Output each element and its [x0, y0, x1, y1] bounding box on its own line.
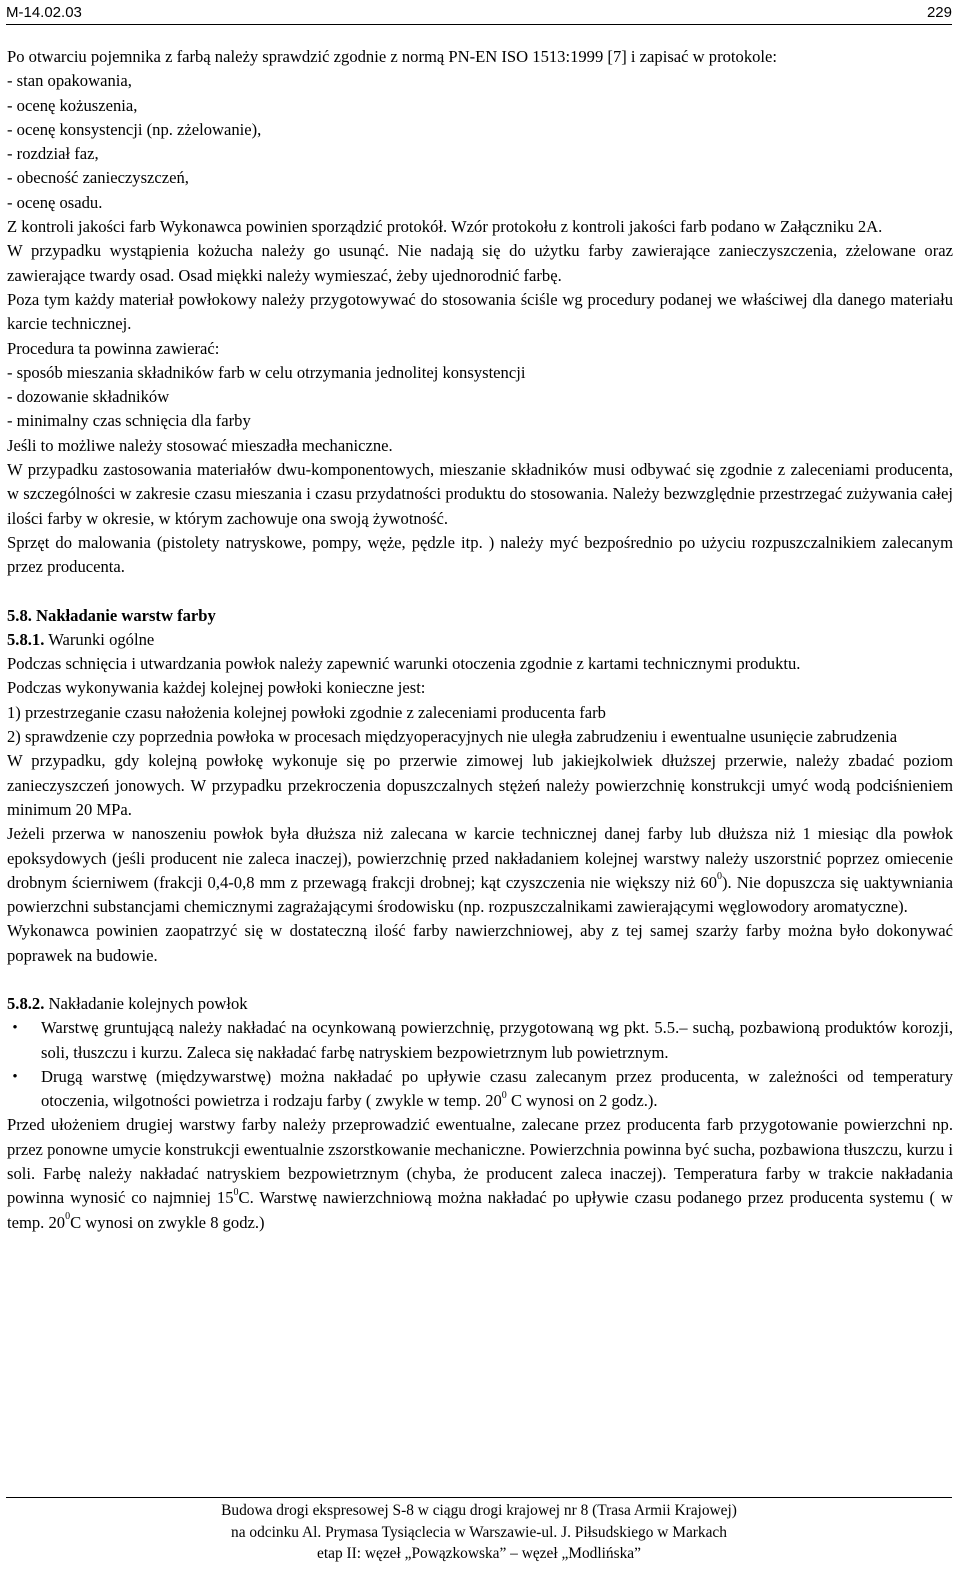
superscript: 0 — [717, 871, 723, 883]
footer-line: etap II: węzeł „Powązkowska” – węzeł „Modlińska” — [317, 1545, 641, 1562]
subsection-title: Warunki ogólne — [44, 629, 155, 649]
spacer — [7, 968, 953, 992]
superscript: 0 — [65, 1211, 71, 1223]
subsection-number: 5.8.2. — [7, 993, 45, 1013]
paragraph: Wykonawca powinien zaopatrzyć się w dostateczną ilość farby nawierzchniowej, aby z tej samej szarży farby można było dokonywać poprawek na budowie. — [7, 921, 953, 965]
paragraph: W przypadku wystąpienia kożucha należy go usunąć. Nie nadają się do użytku farby zawierające zanieczyszczenia, zżelowane oraz zawierające twardy osad. Osad miękki należy wymieszać, żeby ujednorodnić farbę. — [7, 241, 953, 285]
paragraph: W przypadku zastosowania materiałów dwu-komponentowych, mieszanie składników musi odbywać się zgodnie z zaleceniami producenta, w szczególności w zakresie czasu mieszania i czasu przydatności produktu do stosowania. Należy bezwzględnie przestrzegać zużywania całej ilości farby w okresie, w którym zachowuje ona swoją żywotność. — [7, 460, 953, 528]
text-run: C wynosi on 2 godz.). — [506, 1091, 658, 1111]
subsection-number: 5.8.1. — [7, 629, 45, 649]
list-item: - obecność zanieczyszczeń, — [7, 168, 189, 188]
paragraph: Po otwarciu pojemnika z farbą należy sprawdzić zgodnie z normą PN-EN ISO 1513:1999 [7] i zapisać w protokole: — [7, 47, 777, 66]
bullet-item — [7, 1065, 953, 1114]
text-run: Przed ułożeniem drugiej warstwy farby należy przeprowadzić ewentualne, zalecane przez producenta farb przygotowanie powierzchni np. przez ponowne umycie konstrukcji ewentualnie zszorstkowanie mechaniczne. Powierzchnia powinna być sucha, pozbawiona tłuszczu, kurzu i soli. Farbę należy nakładać natryskiem bezpowietrznym (chyba, że producent zaleca inaczej). Temperatura farby w trakcie nakładania powinna wynosić co najmniej 15 — [7, 1115, 953, 1208]
text-run: C wynosi on zwykle 8 godz.) — [70, 1212, 265, 1232]
subsection-heading-5-8-2 — [7, 992, 953, 1016]
bullet-item — [7, 1016, 953, 1065]
subsection-title: Nakładanie kolejnych powłok — [44, 993, 248, 1013]
paragraph: 1) przestrzeganie czasu nałożenia kolejnej powłoki zgodnie z zaleceniami producenta farb — [7, 702, 606, 722]
paragraph: Sprzęt do malowania (pistolety natryskowe, pompy, węże, pędzle itp. ) należy myć bezpośrednio po użyciu rozpuszczalnikiem zalecanym przez producenta. — [7, 532, 953, 577]
list-item: - ocenę kożuszenia, — [7, 95, 138, 115]
spacer — [7, 580, 953, 604]
list-item: - dozowanie składników — [7, 387, 170, 407]
bullet-text: Warstwę gruntującą należy nakładać na ocynkowaną powierzchnię, przygotowaną wg pkt. 5.5.– suchą, pozbawioną produktów korozji, soli, tłuszczu i kurzu. Zaleca się nakładać farbę natryskiem bezpowietrznym lub powietrznym. — [41, 1018, 953, 1062]
spec-code: M-14.02.03 — [6, 4, 82, 21]
list-item: - rozdział faz, — [7, 144, 99, 164]
paragraph: 2) sprawdzenie czy poprzednia powłoka w procesach międzyoperacyjnych nie uległa zabrudzeniu i ewentualne usunięcie zabrudzenia — [7, 727, 898, 747]
footer-line: na odcinku Al. Prymasa Tysiąclecia w Warszawie-ul. J. Piłsudskiego w Markach — [231, 1523, 727, 1541]
bullet-icon: • — [12, 1068, 18, 1085]
list-item: - stan opakowania, — [7, 71, 132, 91]
page-header — [6, 4, 952, 25]
paragraph: Podczas wykonywania każdej kolejnej powłoki konieczne jest: — [7, 678, 426, 698]
list-item: - ocenę osadu. — [7, 192, 103, 212]
superscript: 0 — [233, 1186, 239, 1198]
paragraph — [7, 1113, 953, 1234]
paragraph: W przypadku, gdy kolejną powłokę wykonuje się po przerwie zimowej lub jakiejkolwiek dłuższej przerwie, należy zbadać poziom zanieczyszczeń jonowych. W przypadku przekroczenia dopuszczalnych stężeń należy powierzchnię konstrukcji umyć wodą podciśnieniem minimum 20 MPa. — [7, 751, 953, 819]
bullet-icon: • — [12, 1020, 18, 1037]
paragraph: Podczas schnięcia i utwardzania powłok należy zapewnić warunki otoczenia zgodnie z kartami technicznymi produktu. — [7, 654, 801, 674]
text-run: ). Nie dopuszcza się uaktywniania powierzchni substancjami chemicznymi zagrażającymi środowisku (np. rozpuszczalnikami zawierającymi węglowodory aromatyczne). — [7, 872, 953, 917]
list-item: - minimalny czas schnięcia dla farby — [7, 411, 251, 431]
text-run: Drugą warstwę (międzywarstwę) można nakładać po upływie czasu zalecanym przez producenta, w zależności od temperatury otoczenia, wilgotności powietrza i rodzaju farby ( zwykle w temp. 20 — [41, 1066, 953, 1111]
document-body — [7, 45, 953, 1235]
paragraph: Poza tym każdy materiał powłokowy należy przygotowywać do stosowania ściśle wg procedury podanej we właściwej dla danego materiału karcie technicznej. — [7, 289, 953, 334]
page-footer — [6, 1497, 952, 1565]
footer-line: Budowa drogi ekspresowej S-8 w ciągu drogi krajowej nr 8 (Trasa Armii Krajowej) — [221, 1502, 737, 1519]
paragraph — [7, 822, 953, 919]
text-run: Jeżeli przerwa w nanoszeniu powłok była dłuższa niż zalecana w karcie technicznej danej farby lub dłuższa niż 1 miesiąc dla powłok epoksydowych (jeśli producent nie zaleca inaczej), powierzchnię przed nakładaniem kolejnej warstwy należy uszorstnić poprzez omiecenie drobnym ścierniwem (frakcji 0,4-0,8 mm z przewagą frakcji drobnej; kąt czyszczenia nie większy niż 60 — [7, 824, 953, 892]
text-run: C. Warstwę nawierzchniową można nakładać po upływie czasu podanego przez producenta systemu ( w temp. 20 — [7, 1188, 953, 1232]
paragraph: Jeśli to możliwe należy stosować mieszadła mechaniczne. — [7, 435, 393, 455]
paragraph: Z kontroli jakości farb Wykonawca powinien sporządzić protokół. Wzór protokołu z kontroli jakości farb podano w Załączniku 2A. — [7, 217, 883, 237]
section-heading-5-8: 5.8. Nakładanie warstw farby — [7, 605, 216, 625]
list-item: - sposób mieszania składników farb w celu otrzymania jednolitej konsystencji — [7, 362, 526, 382]
paragraph: Procedura ta powinna zawierać: — [7, 338, 220, 358]
list-item: - ocenę konsystencji (np. zżelowanie), — [7, 119, 262, 139]
page-number: 229 — [926, 4, 952, 21]
superscript: 0 — [501, 1089, 507, 1101]
subsection-heading-5-8-1 — [7, 628, 953, 652]
